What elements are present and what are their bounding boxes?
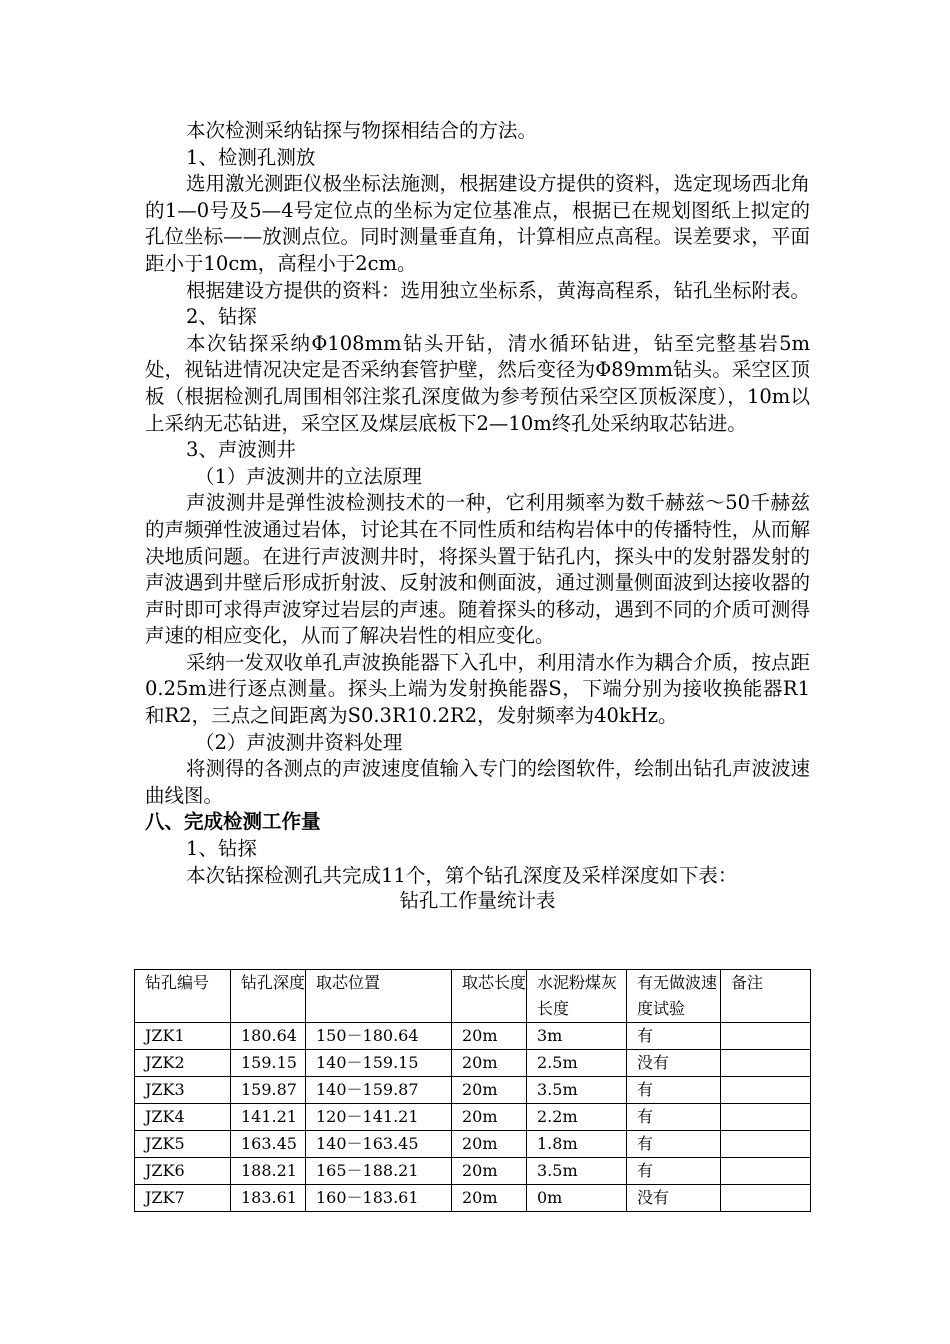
cell-cement-length: 1.8m (527, 1131, 627, 1158)
header-core-position: 取芯位置 (306, 970, 452, 1023)
cell-hole-id: JZK3 (135, 1077, 231, 1104)
cell-cement-length: 3.5m (527, 1158, 627, 1185)
section-heading: 八、完成检测工作量 (145, 810, 321, 834)
table-caption: 钻孔工作量统计表 (399, 889, 556, 913)
table-row (135, 1104, 811, 1131)
cell-core-length: 20m (452, 1050, 527, 1077)
cell-hole-id: JZK7 (135, 1185, 231, 1212)
header-hole-depth: 钻孔深度 (231, 970, 306, 1023)
header-remarks: 备注 (721, 970, 811, 1023)
table-header-row (135, 970, 811, 1023)
cell-hole-id: JZK5 (135, 1131, 231, 1158)
cell-hole-depth: 163.45 (231, 1131, 306, 1158)
cell-remarks (721, 1131, 811, 1158)
cell-core-position: 140－159.15 (306, 1050, 452, 1077)
header-hole-id: 钻孔编号 (135, 970, 231, 1023)
subheading-hole-layout: 1、检测孔测放 (186, 145, 316, 169)
cell-core-length: 20m (452, 1158, 527, 1185)
paragraph-transducer: 采纳一发双收单孔声波换能器下入孔中，利用清水作为耦合介质，按点距0.25m进行逐点测量。探头上端为发射换能器S，下端分别为接收换能器R1和R2，三点之间距离为S0.3R10.2R2，发射频率为40kHz。 (145, 650, 811, 728)
cell-wave-test: 有 (627, 1023, 721, 1050)
cell-wave-test: 有 (627, 1158, 721, 1185)
cell-hole-depth: 183.61 (231, 1185, 306, 1212)
cell-remarks (721, 1104, 811, 1131)
cell-core-position: 120－141.21 (306, 1104, 452, 1131)
table-row (135, 1023, 811, 1050)
table-row (135, 1131, 811, 1158)
table-row (135, 1158, 811, 1185)
cell-hole-depth: 159.87 (231, 1077, 306, 1104)
cell-hole-id: JZK1 (135, 1023, 231, 1050)
cell-cement-length: 2.2m (527, 1104, 627, 1131)
subheading-drilling: 2、钻探 (186, 305, 257, 329)
table-row (135, 1185, 811, 1212)
cell-hole-id: JZK6 (135, 1158, 231, 1185)
cell-core-position: 140－163.45 (306, 1131, 452, 1158)
header-wave-test: 有无做波速度试验 (627, 970, 721, 1023)
cell-core-length: 20m (452, 1104, 527, 1131)
cell-cement-length: 0m (527, 1185, 627, 1212)
table-row (135, 1077, 811, 1104)
cell-core-length: 20m (452, 1077, 527, 1104)
cell-wave-test: 有 (627, 1131, 721, 1158)
cell-remarks (721, 1158, 811, 1185)
paragraph-sonic-principle: 声波测井是弹性波检测技术的一种，它利用频率为数千赫兹～50千赫兹的声频弹性波通过岩体，讨论其在不同性质和结构岩体中的传播特性，从而解决地质问题。在进行声波测井时，将探头置于钻孔内，探头中的发射器发射的声波遇到井壁后形成折射波、反射波和侧面波，通过测量侧面波到达接收器的声时即可求得声波穿过岩层的声速。随着探头的移动，遇到不同的介质可测得声速的相应变化，从而了解决岩性的相应变化。 (145, 491, 810, 648)
cell-hole-id: JZK2 (135, 1050, 231, 1077)
drilling-workload-table (134, 969, 811, 1212)
cell-hole-depth: 180.64 (231, 1023, 306, 1050)
cell-remarks (721, 1023, 811, 1050)
paragraph-laser-survey: 选用激光测距仪极坐标法施测，根据建设方提供的资料，选定现场西北角的1—0号及5—4号定位点的坐标为定位基准点，根据已在规划图纸上拟定的孔位坐标——放测点位。同时测量垂直角，计算相应点高程。误差要求，平面距小于10cm，高程小于2cm。 (145, 172, 811, 275)
cell-remarks (721, 1077, 811, 1104)
cell-cement-length: 3m (527, 1023, 627, 1050)
paragraph-table-intro: 本次钻探检测孔共完成11个，第个钻孔深度及采样深度如下表： (186, 863, 738, 887)
cell-core-length: 20m (452, 1023, 527, 1050)
header-cement-flyash-length: 水泥粉煤灰长度 (527, 970, 627, 1023)
paragraph-sonic-processing: 将测得的各测点的声波速度值输入专门的绘图软件，绘制出钻孔声波波速曲线图。 (145, 757, 811, 807)
cell-wave-test: 没有 (627, 1050, 721, 1077)
cell-hole-depth: 159.15 (231, 1050, 306, 1077)
cell-cement-length: 3.5m (527, 1077, 627, 1104)
subheading-sonic-logging: 3、声波测井 (186, 438, 296, 462)
cell-core-position: 140－159.87 (306, 1077, 452, 1104)
paragraph-method: 本次检测采纳钻探与物探相结合的方法。 (186, 119, 538, 142)
cell-wave-test: 有 (627, 1077, 721, 1104)
cell-hole-id: JZK4 (135, 1104, 231, 1131)
cell-core-position: 160－183.61 (306, 1185, 452, 1212)
paragraph-drilling: 本次钻探采纳Φ108mm钻头开钻，清水循环钻进，钻至完整基岩5m处，视钻进情况决定是否采纳套管护壁，然后变径为Φ89mm钻头。采空区顶板（根据检测孔周围相邻注浆孔深度做为参考预估采空区顶板深度），10m以上采纳无芯钻进，采空区及煤层底板下2—10m终孔处采纳取芯钻进。 (145, 331, 810, 435)
document-body (145, 118, 810, 913)
subheading-sonic-processing: （2）声波测井资料处理 (195, 730, 403, 754)
subheading-sonic-principle: （1）声波测井的立法原理 (195, 464, 422, 488)
cell-wave-test: 有 (627, 1104, 721, 1131)
subheading-drilling-2: 1、钻探 (186, 837, 257, 861)
cell-wave-test: 没有 (627, 1185, 721, 1212)
header-core-length: 取芯长度 (452, 970, 527, 1023)
cell-cement-length: 2.5m (527, 1050, 627, 1077)
cell-hole-depth: 188.21 (231, 1158, 306, 1185)
cell-core-position: 150－180.64 (306, 1023, 452, 1050)
cell-remarks (721, 1050, 811, 1077)
cell-remarks (721, 1185, 811, 1212)
cell-hole-depth: 141.21 (231, 1104, 306, 1131)
cell-core-position: 165－188.21 (306, 1158, 452, 1185)
cell-core-length: 20m (452, 1131, 527, 1158)
table-row (135, 1050, 811, 1077)
cell-core-length: 20m (452, 1185, 527, 1212)
paragraph-coordinate-system: 根据建设方提供的资料：选用独立坐标系，黄海高程系，钻孔坐标附表。 (186, 278, 811, 302)
